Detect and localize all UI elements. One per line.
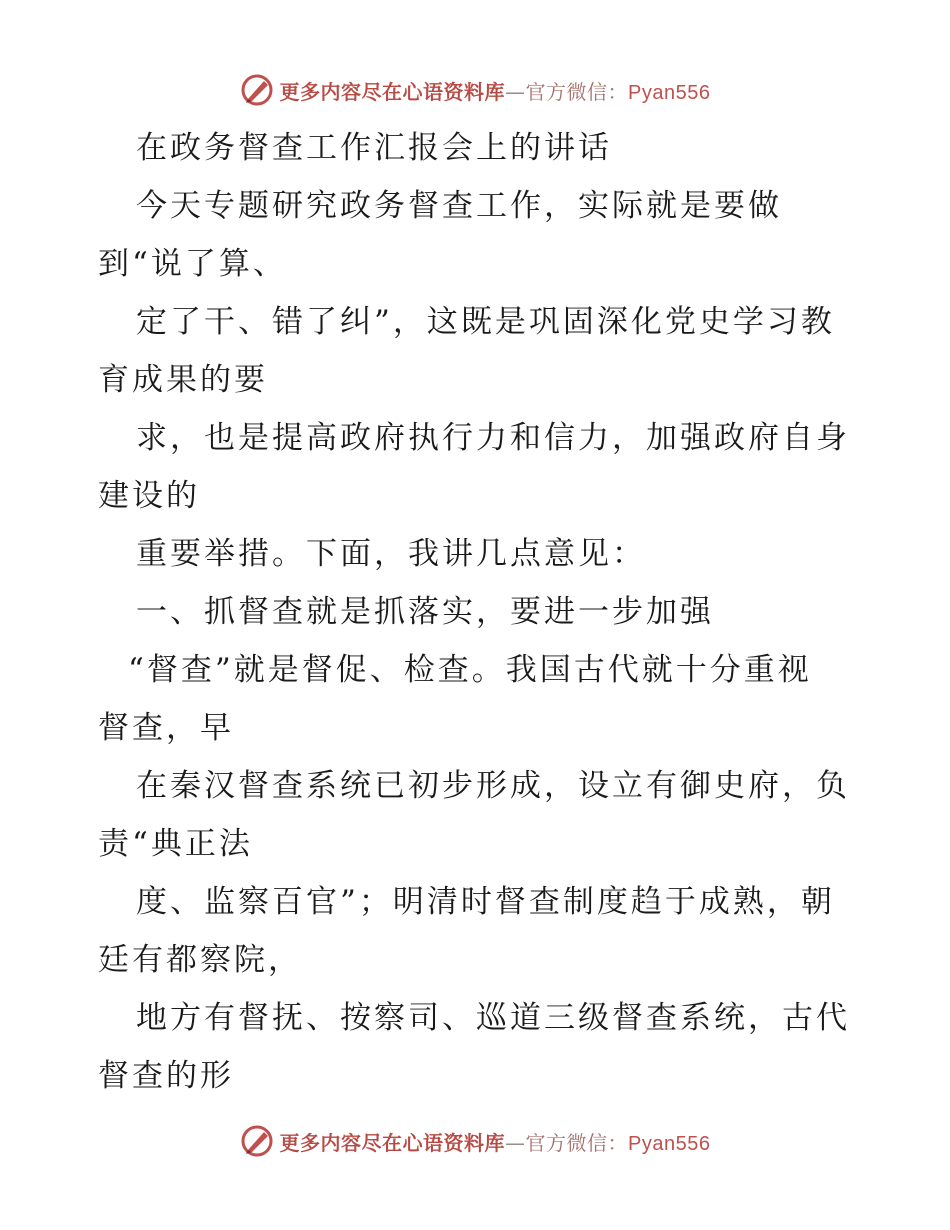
pen-logo-icon: [240, 1124, 274, 1158]
header-watermark: [0, 70, 950, 110]
watermark-text: [280, 1127, 711, 1156]
paragraph-line: 责“典正法: [98, 826, 253, 862]
document-body: [98, 119, 858, 1105]
paragraph-line: 求，也是提高政府执行力和信力，加强政府自身: [136, 420, 850, 456]
watermark-id: Pyan556: [628, 81, 711, 104]
paragraph-line: 督查，早: [98, 710, 234, 746]
watermark-dash: —: [505, 79, 526, 104]
document-title: 在政务督查工作汇报会上的讲话: [136, 130, 612, 166]
paragraph-line: 督查的形: [98, 1058, 234, 1094]
paragraph-line: 廷有都察院，: [98, 942, 302, 978]
watermark-id: Pyan556: [628, 1132, 711, 1155]
paragraph-line: 到“说了算、: [98, 246, 287, 282]
paragraph-line: 育成果的要: [98, 362, 268, 398]
section-heading: 一、抓督查就是抓落实，要进一步加强: [136, 594, 714, 630]
watermark-text: [280, 76, 711, 105]
footer-watermark: [0, 1121, 950, 1161]
paragraph-line: 重要举措。下面，我讲几点意见：: [136, 536, 646, 572]
paragraph-line: 度、监察百官”；明清时督查制度趋于成熟，朝: [136, 884, 835, 920]
paragraph-line: 今天专题研究政务督查工作，实际就是要做: [136, 188, 782, 224]
paragraph-line: 在秦汉督查系统已初步形成，设立有御史府，负: [136, 768, 850, 804]
paragraph-line: 地方有督抚、按察司、巡道三级督查系统，古代: [136, 1000, 850, 1036]
paragraph-line: 建设的: [98, 478, 200, 514]
paragraph-line: 定了干、错了纠”，这既是巩固深化党史学习教: [136, 304, 835, 340]
watermark-brand: 更多内容尽在心语资料库: [279, 1130, 506, 1155]
paragraph-line: “督查”就是督促、检查。我国古代就十分重视: [128, 652, 812, 688]
pen-logo-icon: [240, 73, 274, 107]
watermark-brand: 更多内容尽在心语资料库: [279, 79, 506, 104]
watermark-dash: —: [505, 1130, 526, 1155]
watermark-official: 官方微信：: [525, 1130, 629, 1155]
watermark-official: 官方微信：: [525, 79, 629, 104]
